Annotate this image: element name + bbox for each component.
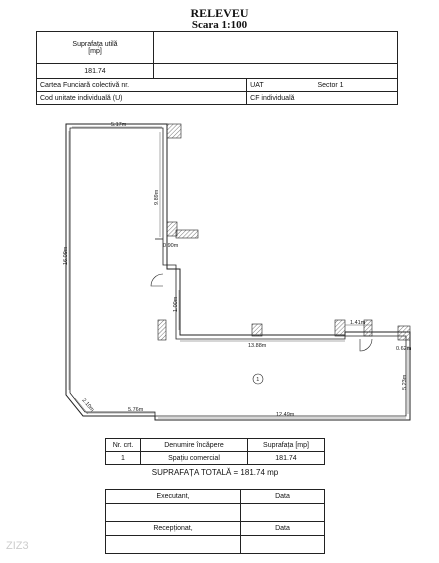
- rooms-table: [105, 438, 325, 465]
- dim-vert-upper: 9.89m: [154, 189, 160, 205]
- table-row: [106, 452, 325, 465]
- cf-collective: Cartea Funciară colectivă nr.: [37, 79, 247, 92]
- dim-bottom-left: 5.76m: [128, 407, 144, 413]
- column: [252, 324, 262, 336]
- area-label-line2: [mp]: [88, 47, 102, 55]
- column: [335, 320, 345, 336]
- dim-right-small: 0.62m: [396, 346, 412, 352]
- executant-label: Executant,: [106, 490, 241, 504]
- column: [158, 320, 166, 340]
- receptionat-label: Recepționat,: [106, 522, 241, 536]
- dim-small-a: 0.90m: [163, 243, 179, 249]
- page-title: RELEVEU: [190, 6, 249, 20]
- inner-wall: [70, 128, 406, 416]
- door-swing: [151, 274, 163, 286]
- signature-table: [105, 489, 325, 554]
- dim-door: 1.00m: [173, 296, 179, 312]
- watermark: ZIZ3: [6, 540, 29, 552]
- dim-bottom: 12.49m: [276, 412, 295, 418]
- column: [398, 326, 410, 340]
- row-area: 181.74: [248, 452, 325, 465]
- dim-left: 16.09m: [63, 246, 69, 265]
- page-scale: Scara 1:100: [191, 19, 248, 31]
- row-name: Spațiu comercial: [141, 452, 248, 465]
- dim-right-short: 1.41m: [350, 320, 366, 326]
- empty-cell: [241, 536, 325, 554]
- empty-cell: [241, 504, 325, 522]
- outer-wall: [66, 124, 410, 420]
- uat-value: Sector 1: [317, 81, 344, 89]
- col-header-nr: Nr. crt.: [106, 439, 141, 452]
- empty-cell: [106, 504, 241, 522]
- column: [167, 222, 177, 236]
- dim-diag: 2.10m: [80, 397, 95, 414]
- dim-mid: 13.88m: [248, 343, 267, 349]
- total-area: SUPRAFAȚA TOTALĂ = 181.74 mp: [151, 468, 279, 477]
- row-nr: 1: [106, 452, 141, 465]
- area-value: 181.74: [37, 64, 154, 79]
- door-swing: [360, 339, 372, 351]
- column: [176, 230, 198, 238]
- col-header-area: Suprafața [mp]: [248, 439, 325, 452]
- unit-code: Cod unitate individuală (U): [37, 92, 247, 105]
- room-marker-label: 1: [256, 377, 260, 383]
- area-label-line1: Suprafața utilă: [72, 40, 118, 48]
- empty-cell: [106, 536, 241, 554]
- dim-right: 5.23m: [402, 374, 408, 390]
- uat-label: UAT: [250, 81, 264, 89]
- col-header-name: Denumire încăpere: [141, 439, 248, 452]
- date-label: Data: [241, 490, 325, 504]
- cf-individual: CF individuală: [247, 92, 398, 105]
- dim-top: 5.17m: [111, 122, 127, 128]
- date-label-2: Data: [241, 522, 325, 536]
- column: [167, 124, 181, 138]
